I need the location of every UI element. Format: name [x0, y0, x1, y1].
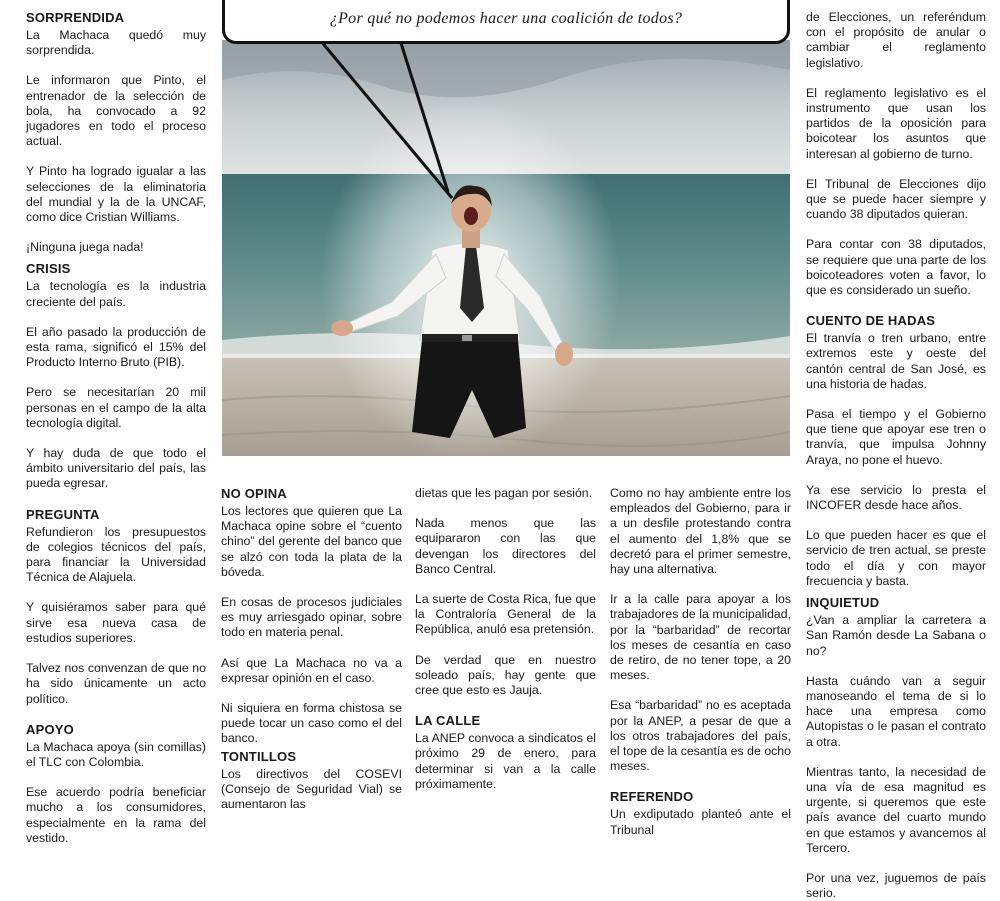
paragraph: de Elecciones, un referéndum con el propósito de anular o cambiar el reglamento legislativo.	[806, 10, 986, 70]
heading-apoyo: APOYO	[26, 721, 74, 737]
heading-referendo: REFERENDO	[610, 789, 694, 805]
paragraph: Ni siquiera en forma chistosa se puede tocar un caso como el del banco.	[221, 701, 402, 746]
paragraph: La suerte de Costa Rica, fue que la Contraloría General de la República, anuló esa pretensión.	[415, 592, 596, 637]
column-3	[415, 486, 596, 801]
paragraph: Lo que pueden hacer es que el servicio de tren actual, se preste todo el día y con mayor frecuencia y basta.	[806, 528, 986, 588]
column-1	[26, 10, 206, 845]
column-4	[610, 486, 791, 837]
paragraph: Pasa el tiempo y el Gobierno que tiene que apoyar ese tren o tranvía, que impulsa Johnny Araya, no pone el huevo.	[806, 407, 986, 467]
paragraph: Los lectores que quieren que La Machaca opine sobre el “cuento chino” del gerente del banco que se alzó con toda la plata de la bóveda.	[221, 504, 402, 579]
heading-pregunta: PREGUNTA	[26, 506, 100, 522]
paragraph: Esa “barbaridad” no es aceptada por la ANEP, a pesar de que a los otros trabajadores del país, el tope de la cesantía es de ocho meses.	[610, 698, 791, 774]
paragraph: Ese acuerdo podría beneficiar mucho a los consumidores, especialmente en la rama del vestido.	[26, 785, 206, 845]
heading-inquietud: INQUIETUD	[806, 595, 880, 611]
column-2	[221, 486, 402, 812]
heading-no-opina: NO OPINA	[221, 486, 287, 501]
paragraph: ¿Van a ampliar la carretera a San Ramón desde La Sabana o no?	[806, 613, 986, 658]
paragraph: Un exdiputado planteó ante el Tribunal	[610, 807, 791, 837]
heading-cuento-de-hadas: CUENTO DE HADAS	[806, 313, 936, 329]
paragraph: Le informaron que Pinto, el entrenador de la selección de bola, ha convocado a 92 jugadores en todo el proceso actual.	[26, 73, 206, 149]
paragraph: Así que La Machaca no va a expresar opinión en el caso.	[221, 655, 402, 685]
paragraph: El tranvía o tren urbano, entre extremos este y oeste del cantón central de San José, es una historia de hadas.	[806, 331, 986, 391]
heading-crisis: CRISIS	[26, 261, 71, 277]
column-5	[806, 10, 986, 901]
paragraph: Como no hay ambiente entre los empleados del Gobierno, para ir a un desfile protestando contra el aumento del 1,8% que se decretó para el primer semestre, hay una alternativa.	[610, 486, 791, 577]
paragraph: Hasta cuándo van a seguir manoseando el tema de si lo hace una empresa como Autopistas o le pasan el contrato a otra.	[806, 673, 986, 749]
paragraph: El reglamento legislativo es el instrumento que usan los partidos de la oposición para boicotear los asuntos que interesan al gobierno de turno.	[806, 85, 986, 161]
paragraph: Por una vez, juguemos de país serio.	[806, 870, 986, 901]
paragraph: La Machaca quedó muy sorprendida.	[26, 28, 206, 58]
paragraph: La ANEP convoca a sindicatos el próximo 29 de enero, para determinar si van a la calle próximamente.	[415, 731, 596, 791]
paragraph: Pero se necesitarían 20 mil personas en el campo de la alta tecnología digital.	[26, 385, 206, 430]
paragraph: La tecnología es la industria creciente del país.	[26, 279, 206, 309]
paragraph: Talvez nos convenzan de que no ha sido únicamente un acto político.	[26, 661, 206, 706]
heading-sorprendida: SORPRENDIDA	[26, 10, 125, 25]
paragraph: Los directivos del COSEVI (Consejo de Seguridad Vial) se aumentaron las	[221, 766, 402, 812]
paragraph: Y quisiéramos saber para qué sirve esa nueva casa de estudios superiores.	[26, 600, 206, 645]
speech-bubble	[222, 0, 790, 44]
paragraph: Mientras tanto, la necesidad de una vía de esa magnitud es urgente, si queremos que este país avance del cuarto mundo en que estamos y avancemos al Tercero.	[806, 764, 986, 855]
heading-tontillos: TONTILLOS	[221, 748, 297, 764]
heading-la-calle: LA CALLE	[415, 713, 481, 729]
paragraph: Ir a la calle para apoyar a los trabajadores de la municipalidad, por la “barbaridad” de recortar los meses de cesantía en caso de retiro, de no tener tope, a 20 meses.	[610, 592, 791, 683]
paragraph: La Machaca apoya (sin comillas) el TLC con Colombia.	[26, 739, 206, 769]
speech-bubble-text: ¿Por qué no podemos hacer una coalición de todos?	[329, 10, 683, 27]
paragraph: ¡Ninguna juega nada!	[26, 240, 144, 255]
paragraph: En cosas de procesos judiciales es muy arriesgado opinar, sobre todo en materia penal.	[221, 595, 402, 640]
paragraph: De verdad que en nuestro soleado país, hay gente que cree que esto es Jauja.	[415, 652, 596, 698]
speech-bubble-pointer	[300, 40, 480, 210]
paragraph: Y hay duda de que todo el ámbito universitario del país, las pueda egresar.	[26, 446, 206, 491]
paragraph: El Tribunal de Elecciones dijo que se puede hacer siempre y cuando 38 diputados quieran.	[806, 176, 986, 222]
paragraph: Refundieron los presupuestos de colegios técnicos del país, para financiar la Universidad Técnica de Alajuela.	[26, 524, 206, 585]
paragraph: El año pasado la producción de esta rama, significó el 15% del Producto Interno Bruto (PIB).	[26, 324, 206, 370]
paragraph: Ya ese servicio lo presta el INCOFER desde hace años.	[806, 482, 986, 513]
paragraph: dietas que les pagan por sesión.	[415, 486, 593, 500]
paragraph: Y Pinto ha logrado igualar a las selecciones de la eliminatoria del mundial y la de la UNCAF, como dice Cristian Williams.	[26, 164, 206, 225]
paragraph: Para contar con 38 diputados, se requiere que una parte de los boicoteadores voten a favor, lo que es considerado un sueño.	[806, 237, 986, 298]
paragraph: Nada menos que las equipararon con las que devengan los directores del Banco Central.	[415, 516, 596, 576]
